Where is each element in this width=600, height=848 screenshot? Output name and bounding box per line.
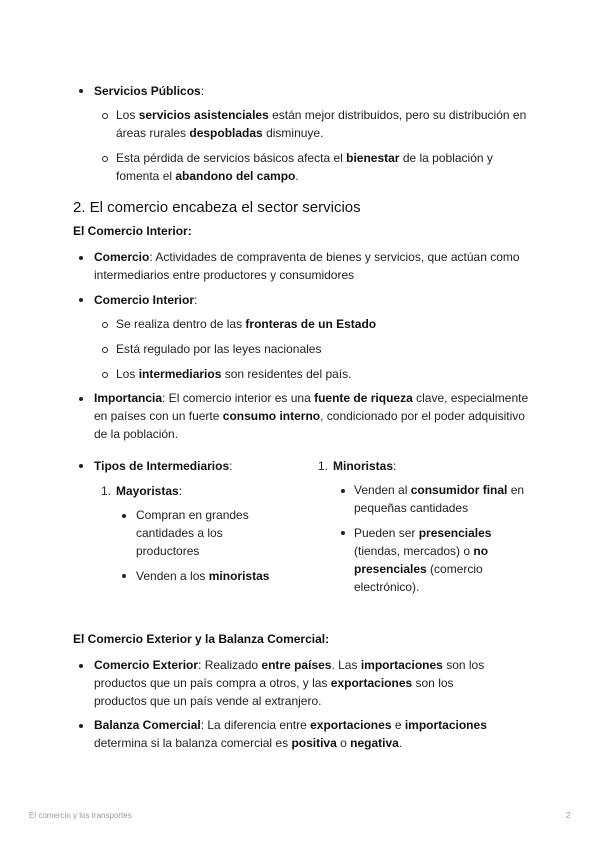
circle-bullet (102, 113, 108, 119)
comercio-interior-item: Comercio Interior: (94, 293, 198, 307)
tipos-item: Tipos de Intermediarios: (94, 459, 233, 473)
interior-sub-2: Está regulado por las leyes nacionales (116, 342, 322, 356)
importancia-item: Importancia: El comercio interior es una fuente de riqueza clave, especialmente en países con un fuerte consumo interno, condicionado por el poder adquisitivo de la población. (94, 391, 529, 441)
interior-sub-1: Se realiza dentro de las fronteras de un Estado (116, 317, 377, 331)
bullet (122, 514, 126, 518)
section-heading: 2. El comercio encabeza el sector servicios (73, 199, 361, 216)
bullet (79, 89, 83, 93)
minoristas-label: Minoristas: (333, 459, 397, 473)
minoristas-sub-2: Pueden ser presenciales (tiendas, mercados) o no presenciales (comercio electrónico). (354, 526, 492, 594)
comercio-exterior-title: El Comercio Exterior y la Balanza Comercial: (73, 632, 330, 646)
mayoristas-label: Mayoristas: (116, 484, 183, 498)
interior-sub-3: Los intermediarios son residentes del país. (116, 367, 352, 381)
bullet (79, 464, 83, 468)
bullet (79, 397, 83, 401)
mayoristas-sub-2: Venden a los minoristas (136, 569, 270, 583)
bullet (341, 531, 345, 535)
circle-bullet (102, 347, 108, 353)
list-number: 1. (101, 484, 112, 498)
comercio-interior-title: El Comercio Interior: (73, 224, 192, 238)
servicios-item-1: Los servicios asistenciales están mejor distribuidos, pero su distribución en áreas rurales despobladas disminuye. (116, 108, 527, 140)
bullet (122, 574, 126, 578)
circle-bullet (102, 156, 108, 162)
balanza-item: Balanza Comercial: La diferencia entre exportaciones e importaciones determina si la balanza comercial es positiva o negativa. (94, 718, 487, 750)
servicios-item-2: Esta pérdida de servicios básicos afecta el bienestar de la población y fomenta el abandono del campo. (116, 151, 493, 183)
circle-bullet (102, 322, 108, 328)
bullet (79, 298, 83, 302)
bullet (79, 664, 83, 668)
servicios-publicos-item: Servicios Públicos: (94, 84, 205, 98)
mayoristas-sub-1: Compran en grandes cantidades a los productores (136, 508, 249, 558)
bullet (79, 724, 83, 728)
page-number: 2 (566, 811, 571, 820)
bullet (341, 489, 345, 493)
comercio-item: Comercio: Actividades de compraventa de bienes y servicios, que actúan como intermediarios entre productores y consumidores (94, 250, 520, 282)
circle-bullet (102, 372, 108, 378)
list-number: 1. (318, 459, 329, 473)
comercio-exterior-item: Comercio Exterior: Realizado entre países. Las importaciones son los productos que un país compra a otros, y las exportaciones son los productos que un país vende al extranjero. (94, 658, 485, 708)
minoristas-sub-1: Venden al consumidor final en pequeñas cantidades (354, 483, 525, 515)
bullet (79, 256, 83, 260)
footer-title: El comercio y los transportes (29, 811, 132, 820)
